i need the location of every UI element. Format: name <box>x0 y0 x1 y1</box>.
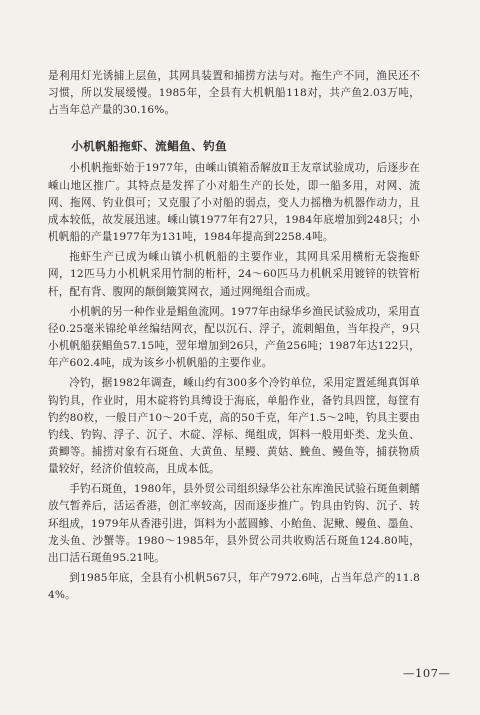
paragraph: 冷钓，据1982年调查，嵊山约有300多个冷钓单位，采用定置延绳真饵单钩钓具，作业时，用木碇将钓具缚设于海底，单船作业，备钓具四筐，每筐有钓约80枚，一般日产10～20千克，高的50千克，年产1.5～2吨，钓具主要由钓线、钓钩、浮子、沉子、木碇、浮标、绳组成，饵料一般用虾类、龙头鱼、黄鲫等。捕捞对象有石斑鱼、大黄鱼、星鳗、黄姑、鮸鱼、鳗鱼等，捕获物质量较好，经济价值较高，且成本低。 <box>48 377 420 476</box>
paragraph-continued: 是利用灯光诱捕上层鱼，其网具装置和捕捞方法与对。拖生产不同，渔民还不习惯，所以发展缓慢。1985年，全县有大机帆船118对，共产鱼2.03万吨，占当年总产量的30.16%。 <box>48 70 420 117</box>
paragraph: 小机帆拖虾始于1977年，由嵊山镇箱岙解放Ⅱ王友章试验成功，后逐步在嵊山地区推广。其特点是发挥了小对船生产的长处，即一船多用，对网、流网、拖网、钓业俱可；又克服了小对船的弱点，变人力摇橹为机器作动力，且成本较低，故发展迅速。嵊山镇1977年有27只，1984年底增加到248只；小机帆船的产量1977年为131吨，1984年提高到2258.4吨。 <box>48 162 420 244</box>
body-text <box>48 68 420 604</box>
paragraph: 手钓石斑鱼，1980年，县外贸公司组织绿华公社东库渔民试验石斑鱼刺鳍放气暂养后，活运香港，创汇率较高，因而逐步推广。钓具由钓钩、沉子、转环组成，1979年从香港引进，饵料为小蓝圆鲹、小鲐鱼、泥鳅、鳗鱼、墨鱼、龙头鱼、沙蟹等。1980～1985年，县外贸公司共收购活石斑鱼124.80吨，出口活石斑鱼95.21吨。 <box>48 483 420 564</box>
section-heading: 小机帆船拖虾、流鲳鱼、钓鱼 <box>71 139 228 154</box>
paragraph: 到1985年底，全县有小机帆567只，年产7972.6吨，占当年总产的11.84%。 <box>48 572 420 602</box>
paragraph: 小机帆的另一种作业是鲳鱼流网。1977年由绿华乡渔民试验成功，采用直径0.25毫米锦纶单丝编结网衣，配以沉石、浮子，流刺鲳鱼，当年投产，9只小机帆船获鲳鱼57.15吨，翌年增加到26只，产鱼256吨；1987年达122只，年产602.4吨，成为该乡小机帆船的主要作业。 <box>48 305 420 370</box>
paragraph: 拖虾生产已成为嵊山镇小机帆船的主要作业，其网具采用横桁无袋拖虾网，12匹马力小机帆采用竹制的桁杆，24～60匹马力机帆采用镀锌的铁管桁杆，配有背、腹网的颠倒簸箕网衣，通过网绳组合而成。 <box>48 251 420 298</box>
page-number: —107— <box>403 666 451 680</box>
